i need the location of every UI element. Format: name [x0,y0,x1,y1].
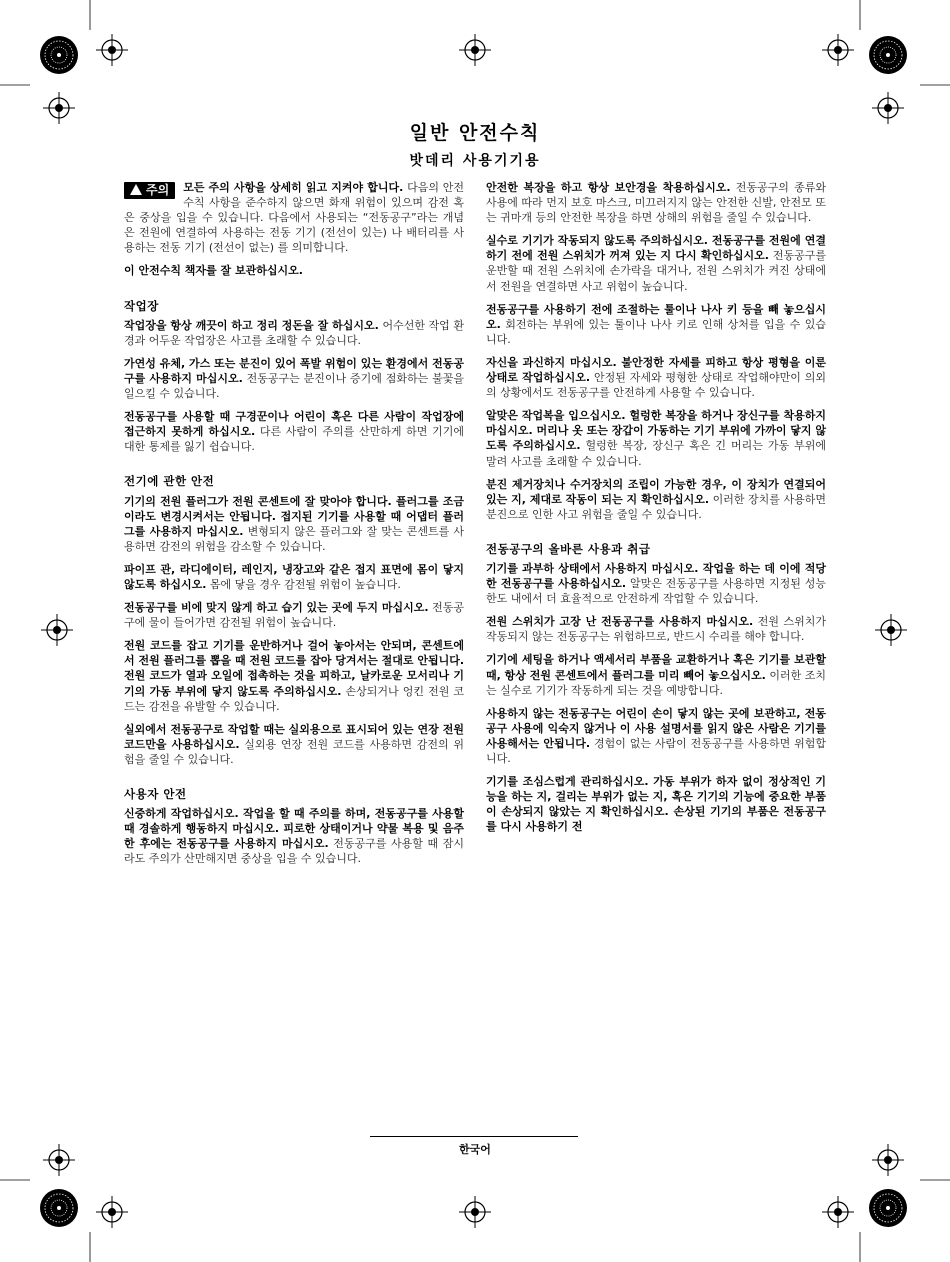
item-text: 어수선한 작업 환경과 어두운 작업장은 사고를 초래할 수 있습니다. [124,318,465,347]
item-text: 몸에 닿을 경우 감전될 위험이 높습니다. [209,577,401,591]
list-item [124,494,464,554]
item-bold: 전원 스위치가 고장 난 전동공구를 사용하지 마십시오. [486,615,754,629]
item-text: 이러한 조치는 실수로 기기가 작동하게 되는 것을 예방합니다. [486,668,826,697]
list-item [486,233,826,293]
list-item [124,562,464,592]
item-bold: 자신을 과신하지 마십시오. 불안정한 자세를 피하고 항상 평형을 이룬 상태로 작업하십시오. [486,355,826,385]
item-bold: 실수로 기기가 작동되지 않도록 주의하십시오. 전동공구를 전원에 연결하기 전에 전원 스위치가 꺼져 있는 지 다시 확인하십시오. [486,234,826,263]
item-bold: 기기의 전원 플러그가 전원 콘센트에 잘 맞아야 합니다. 플러그를 조금이라도 변경시켜서는 안됩니다. 접지된 기기를 사용할 때 어댑터 플러그를 사용하지 마십시오. [124,494,464,538]
item-text: 다른 사람이 주의를 산만하게 하면 기기에 대한 통제를 잃기 쉽습니다. [124,425,464,454]
list-item [486,652,826,697]
warning-label: 주의 [146,183,170,197]
list-item [124,722,464,767]
item-text: 전동공구를 사용할 때 잠시라도 주의가 산만해지면 중상을 입을 수 있습니다. [124,837,465,866]
list-item [486,561,826,606]
item-bold: 기기에 세팅을 하거나 액세서리 부품을 교환하거나 혹은 기기를 보관할 때, 항상 전원 콘센트에서 플러그를 미리 빼어 놓으십시오. [486,653,826,682]
item-text: 회전하는 부위에 있는 툴이나 나사 키로 인해 상처를 입을 수 있습니다. [486,317,826,346]
item-text: 경험이 없는 사람이 전동공구를 사용하면 위험합니다. [486,736,826,765]
section-heading-electrical: 전기에 관한 안전 [124,474,215,489]
item-bold: 신중하게 작업하십시오. 작업을 할 때 주의를 하며, 전동공구를 사용할 때 경솔하게 행동하지 마십시오. 피로한 상태이거나 약물 복용 및 음주한 후에는 전동공구를 사용하지 마십시오. [124,807,464,851]
section-heading-workplace: 작업장 [124,298,159,313]
item-bold: 기기를 과부하 상태에서 사용하지 마십시오. 작업을 하는 데 이에 적당한 전동공구를 사용하십시오. [486,561,826,591]
item-bold: 안전한 복장을 하고 항상 보안경을 착용하십시오. [486,181,731,194]
right-column [486,180,826,842]
item-bold: 사용하지 않는 전동공구는 어린이 손이 닿지 않는 곳에 보관하고, 전동공구 사용에 익숙지 않거나 이 사용 설명서를 읽지 않은 사람은 기기를 사용해서는 안됩니다. [486,706,826,750]
page-subtitle: 밧데리 사용기기용 [409,153,541,169]
item-text: 안정된 자세와 평형한 상태로 작업해야만이 의외의 상황에서도 전동공구를 안전하게 사용할 수 있습니다. [486,371,826,400]
item-bold: 실외에서 전동공구로 작업할 때는 실외용으로 표시되어 있는 연장 전원 코드만을 사용하십시오. [124,722,464,751]
item-bold: 기기를 조심스럽게 관리하십시오. 가동 부위가 하자 없이 정상적인 기능을 하는 지, 걸리는 부위가 없는 지, 혹은 기기의 기능에 중요한 부품이 손상되지 않았는 지 확인하십시오. 손상된 기기의 부품은 전동공구를 다시 사용하기 전 [486,775,826,834]
list-item [486,355,826,400]
left-column [124,180,464,874]
item-text: 알맞은 전동공구를 사용하면 지정된 성능 한도 내에서 더 효율적으로 안전하게 작업할 수 있습니다. [486,577,826,606]
item-bold: 작업장을 항상 깨끗이 하고 정리 정돈을 잘 하십시오. [124,318,379,332]
item-bold: 전동공구를 비에 맞지 않게 하고 습기 있는 곳에 두지 마십시오. [124,601,429,615]
list-item [124,806,464,866]
item-text: 손상되거나 엉킨 전원 코드는 감전을 유발할 수 있습니다. [124,684,465,713]
item-bold: 알맞은 작업복을 입으십시오. 헐렁한 복장을 하거나 장신구를 착용하지 마십시오. 머리나 옷 또는 장갑이 가동하는 기기 부위에 가까이 닿지 않도록 주의하십시오. [486,409,827,453]
item-text: 전동공구는 분진이나 증기에 점화하는 불꽃을 일으킬 수 있습니다. [124,371,464,401]
list-item [486,614,826,644]
item-bold: 분진 제거장치나 수거장치의 조립이 가능한 경우, 이 장치가 연결되어 있는 지, 제대로 작동이 되는 지 확인하십시오. [486,477,826,506]
list-item [486,477,826,522]
item-bold: 전동공구를 사용할 때 구경꾼이나 어린이 혹은 다른 사람이 작업장에 접근하지 못하게 하십시오. [124,410,464,439]
keep-manual-note: 이 안전수칙 책자를 잘 보관하십시오. [124,264,303,278]
page-title: 일반 안전수칙 [409,122,541,144]
item-bold: 파이프 관, 라디에이터, 레인지, 냉장고와 같은 접지 표면에 몸이 닿지 않도록 하십시오. [124,562,464,591]
item-bold: 전동공구를 사용하기 전에 조절하는 툴이나 나사 키 등을 빼 놓으십시오. [486,302,826,331]
list-item [124,600,464,630]
section-heading-proper-use: 전동공구의 올바른 사용과 취급 [486,541,651,556]
list-item [486,706,826,766]
warning-triangle-icon [130,184,142,195]
item-text: 이러한 장치를 사용하면 분진으로 인한 사고 위험을 줄일 수 있습니다. [486,492,827,521]
warning-badge [124,182,175,199]
item-text: 실외용 연장 전원 코드를 사용하면 감전의 위험을 줄일 수 있습니다. [124,737,464,766]
item-text: 전동공구에 물이 들어가면 감전될 위험이 높습니다. [124,601,464,630]
item-bold: 전원 코드를 잡고 기기를 운반하거나 걸어 놓아서는 안되며, 콘센트에서 전원 플러그를 뽑을 때 전원 코드를 잡아 당겨서는 절대로 안됩니다. 전원 코드가 열과 오일에 접촉하는 것을 피하고, 날카로운 모서리나 기기의 가동 부위에 닿지 않도록 주의하십시오. [124,639,465,698]
list-item [486,408,826,468]
item-text: 전원 스위치가 작동되지 않는 전동공구는 위험하므로, 반드시 수리를 해야 합니다. [486,615,826,644]
section-heading-user-safety: 사용자 안전 [124,787,187,801]
intro-paragraph [124,180,464,255]
item-bold: 가연성 유체, 가스 또는 분진이 있어 폭발 위험이 있는 환경에서 전동공구를 사용하지 마십시오. [124,356,465,385]
intro-text: 다음의 안전수칙 사항을 준수하지 않으면 화재 위험이 있으며 감전 혹은 중상을 입을 수 있습니다. 다음에서 사용되는 “전동공구”라는 개념은 전원에 연결하여 사용하는 전동 기기 (전선이 있는) 나 배터리를 사용하는 전동 기기 (전선이 없는) 를 의미합니다. [124,181,464,255]
footer-language: 한국어 [459,1143,491,1156]
item-text: 변형되지 않은 플러그와 잘 맞는 콘센트를 사용하면 감전의 위험을 감소할 수 있습니다. [124,524,464,553]
list-item [124,318,464,348]
item-text: 전동공구의 종류와 사용에 따라 먼지 보호 마스크, 미끄러지지 않는 안전한 신발, 안전모 또는 귀마개 등의 안전한 복장을 하면 상해의 위험을 줄일 수 있습니다. [486,181,826,225]
intro-bold: 모든 주의 사항을 상세히 읽고 지켜야 합니다. [183,181,404,194]
list-item [124,356,464,401]
footer-divider [370,1136,578,1137]
item-text: 헐렁한 복장, 장신구 혹은 긴 머리는 가동 부위에 말려 사고를 초래할 수 있습니다. [486,439,826,468]
list-item [124,409,464,454]
list-item [486,774,826,834]
list-item [486,302,826,347]
list-item [124,638,464,713]
item-text: 전동공구를 운반할 때 전원 스위치에 손가락을 대거나, 전원 스위치가 켜진 상태에서 전원을 연결하면 사고 위험이 높습니다. [486,249,827,293]
list-item [486,180,826,225]
